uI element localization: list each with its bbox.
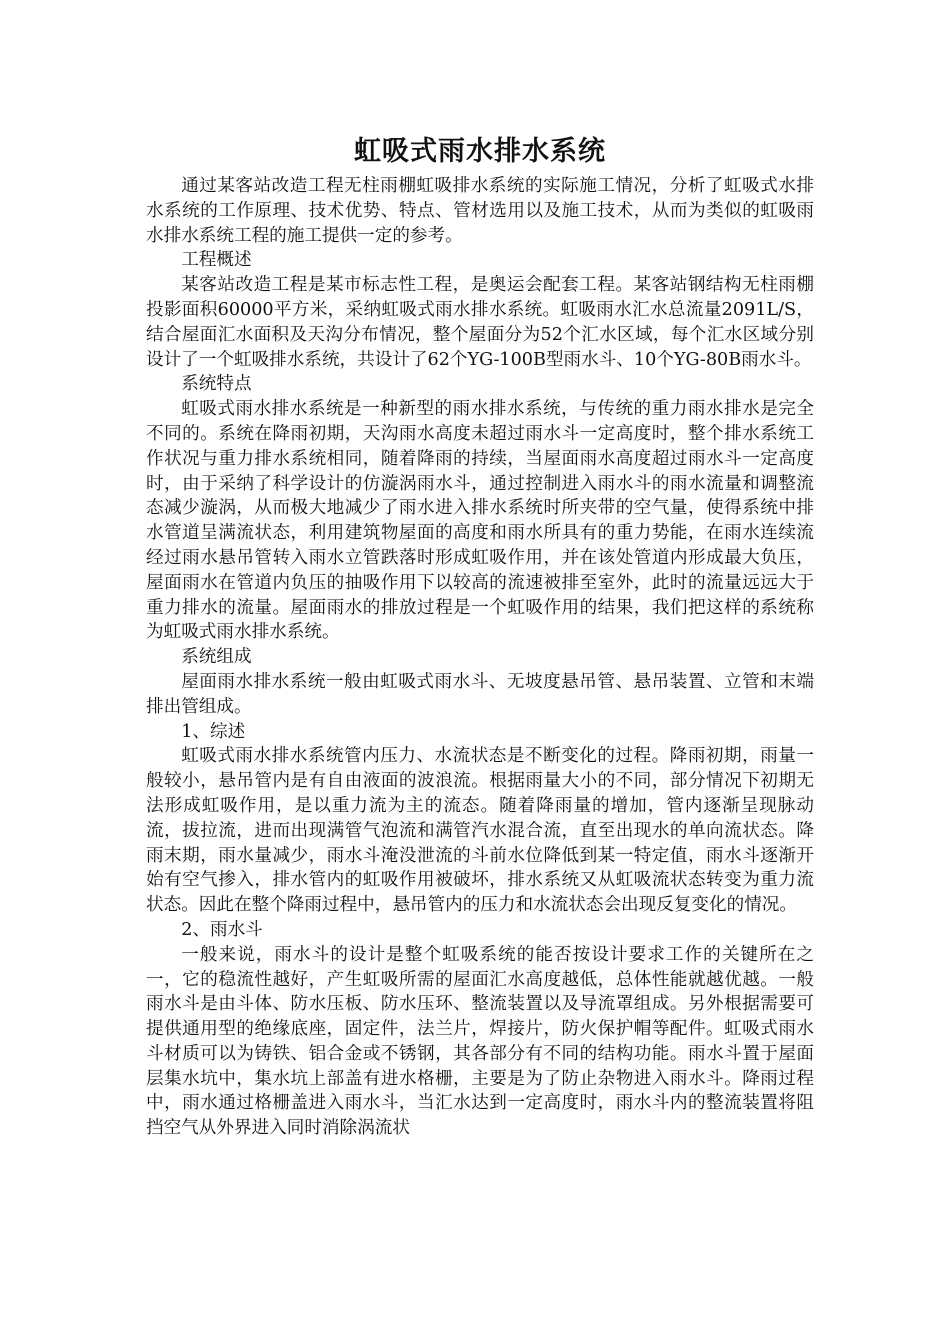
- subsection-heading-rain-hopper: 2、雨水斗: [181, 919, 263, 940]
- summary-paragraph: 虹吸式雨水排水系统管内压力、水流状态是不断变化的过程。降雨初期，雨量一般较小，悬吊管内是有自由液面的波浪流。根据雨量大小的不同，部分情况下初期无法形成虹吸作用，是以重力流为主的流态。随着降雨量的增加，管内逐渐呈现脉动流，拔拉流，进而出现满管气泡流和满管汽水混合流，直至出现水的单向流状态。降雨末期，雨水量减少，雨水斗淹没泄流的斗前水位降低到某一特定值，雨水斗逐渐开始有空气掺入，排水管内的虹吸作用被破坏，排水系统又从虹吸流状态转变为重力流状态。因此在整个降雨过程中，悬吊管内的压力和水流状态会出现反复变化的情况。: [146, 746, 814, 916]
- section-heading-features: 系统特点: [181, 374, 252, 395]
- document-page: [146, 132, 814, 1141]
- composition-paragraph: 屋面雨水排水系统一般由虹吸式雨水斗、无坡度悬吊管、悬吊装置、立管和末端排出管组成。: [146, 671, 814, 717]
- document-title: 虹吸式雨水排水系统: [354, 136, 606, 167]
- intro-paragraph: 通过某客站改造工程无柱雨棚虹吸排水系统的实际施工情况，分析了虹吸式水排水系统的工作原理、技术优势、特点、管材选用以及施工技术，从而为类似的虹吸雨水排水系统工程的施工提供一定的参考。: [146, 176, 814, 246]
- rain-hopper-paragraph: 一般来说，雨水斗的设计是整个虹吸系统的能否按设计要求工作的关键所在之一，它的稳流性越好，产生虹吸所需的屋面汇水高度越低，总体性能就越优越。一般雨水斗是由斗体、防水压板、防水压环、整流装置以及导流罩组成。另外根据需要可提供通用型的绝缘底座，固定件，法兰片，焊接片，防火保护帽等配件。虹吸式雨水斗材质可以为铸铁、铝合金或不锈钢，其各部分有不同的结构功能。雨水斗置于屋面层集水坑中，集水坑上部盖有进水格栅，主要是为了防止杂物进入雨水斗。降雨过程中，雨水通过格栅盖进入雨水斗，当汇水达到一定高度时，雨水斗内的整流装置将阻挡空气从外界进入同时消除涡流状: [146, 944, 814, 1139]
- section-heading-composition: 系统组成: [181, 647, 252, 668]
- features-paragraph: 虹吸式雨水排水系统是一种新型的雨水排水系统，与传统的重力雨水排水是完全不同的。系统在降雨初期，天沟雨水高度未超过雨水斗一定高度时，整个排水系统工作状况与重力排水系统相同，随着降雨的持续，当屋面雨水高度超过雨水斗一定高度时，由于采纳了科学设计的仿漩涡雨水斗，通过控制进入雨水斗的雨水流量和调整流态减少漩涡，从而极大地减少了雨水进入排水系统时所夹带的空气量，使得系统中排水管道呈满流状态，利用建筑物屋面的高度和雨水所具有的重力势能，在雨水连续流经过雨水悬吊管转入雨水立管跌落时形成虹吸作用，并在该处管道内形成最大负压，屋面雨水在管道内负压的抽吸作用下以较高的流速被排至室外，此时的流量远远大于重力排水的流量。屋面雨水的排放过程是一个虹吸作用的结果，我们把这样的系统称为虹吸式雨水排水系统。: [146, 399, 814, 643]
- section-heading-overview: 工程概述: [181, 250, 252, 271]
- subsection-heading-summary: 1、综述: [181, 721, 246, 742]
- overview-paragraph: 某客站改造工程是某市标志性工程，是奥运会配套工程。某客站钢结构无柱雨棚投影面积60000平方米，采纳虹吸式雨水排水系统。虹吸雨水汇水总流量2091L/S，结合屋面汇水面积及天沟分布情况，整个屋面分为52个汇水区域，每个汇水区域分别设计了一个虹吸排水系统，共设计了62个YG-100B型雨水斗、10个YG-80B雨水斗。: [146, 275, 814, 370]
